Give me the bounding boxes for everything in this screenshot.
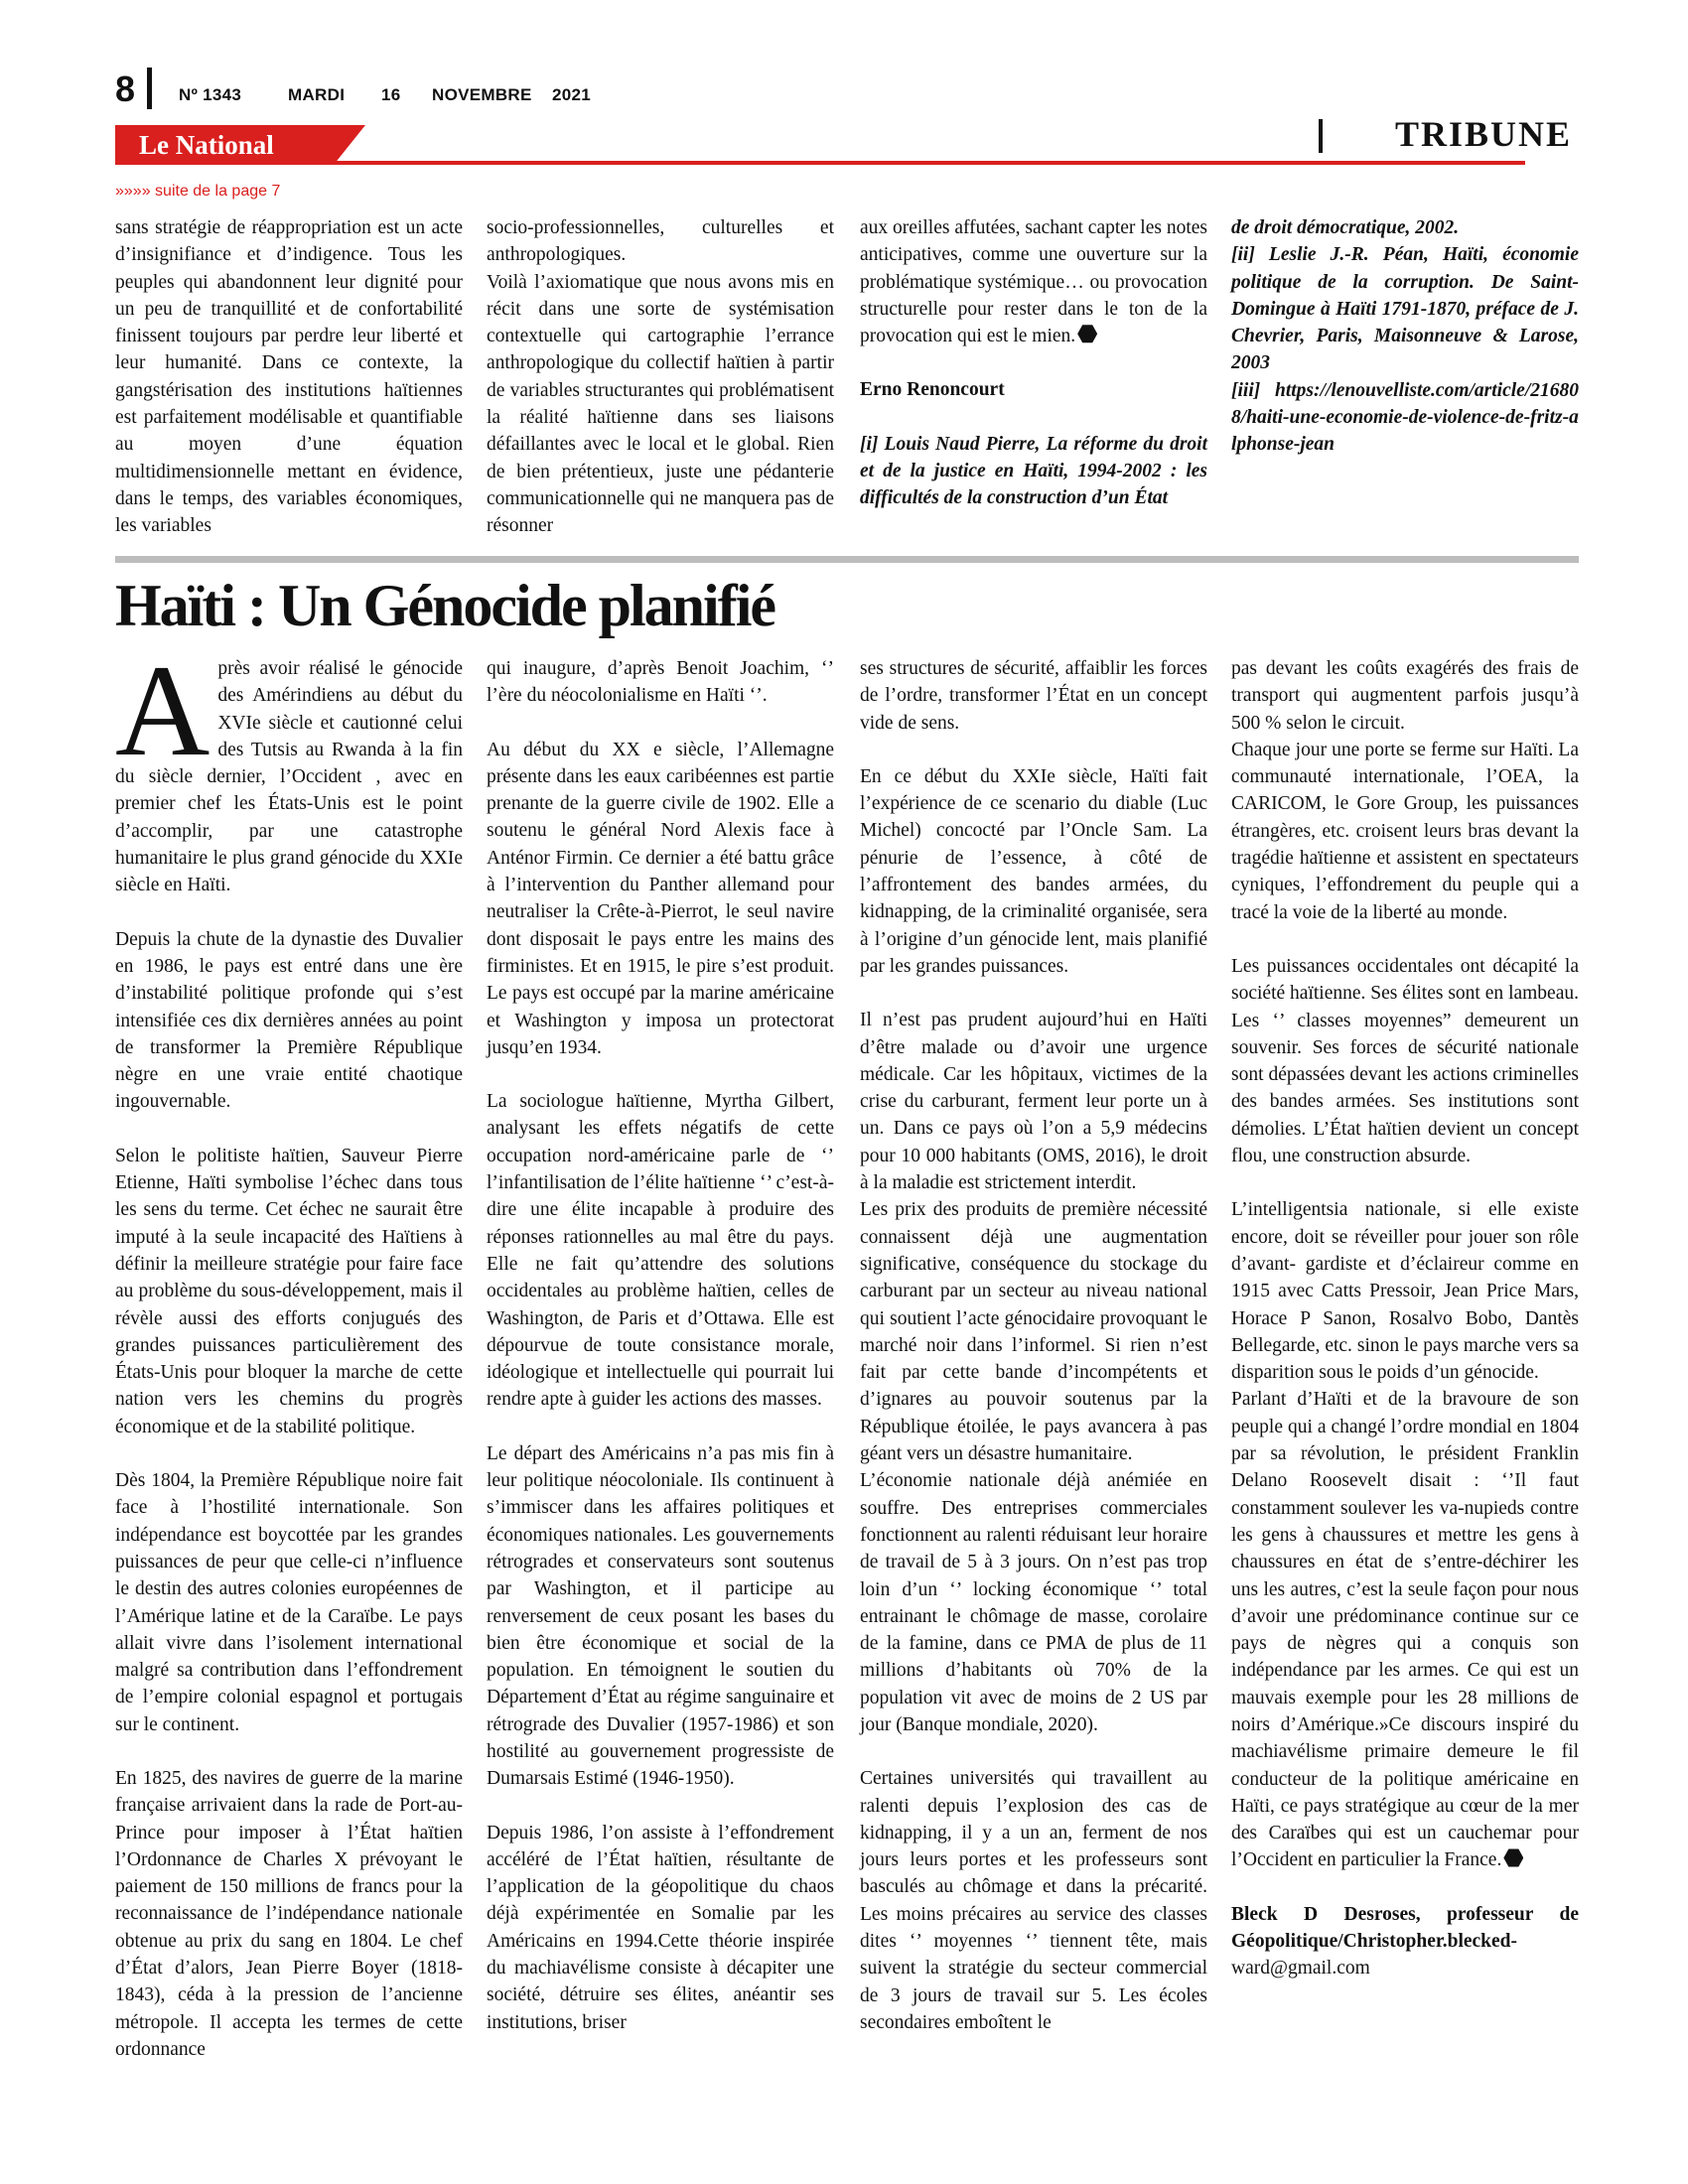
header-divider — [147, 68, 152, 109]
article-paragraph: ses structures de sécurité, affaiblir les forces de l’ordre, transformer l’État en un concept vide de sens. — [860, 658, 1207, 734]
footnote-1-continued: de droit démocratique, 2002. — [1231, 217, 1460, 238]
section-title: TRIBUNE — [1395, 114, 1573, 154]
article-paragraph: En ce début du XXIe siècle, Haïti fait l’expérience de ce scenario du diable (Luc Michel) concocté par l’Oncle Sam. La pénurie de l’essence, à côté de l’affrontement des bandes armées, du kidnapping, de la criminalité organisée, sera à l’origine d’un génocide lent, mais planifié par les grandes puissances. — [860, 765, 1207, 977]
lead-text: près avoir réalisé le génocide des Amérindiens au début du XVIe siècle et cautionné celui des Tutsis au Rwanda à la fin du siècle dernier, l’Occident , avec en premier chef les États-Unis est le point d’accomplir, par une catastrophe humanitaire le plus grand génocide du XXIe siècle en Haïti. — [115, 658, 463, 896]
section-divider — [1319, 119, 1323, 153]
article-paragraph: En 1825, des navires de guerre de la marine française arrivaient dans la rade de Port-au-Prince pour imposer à l’État haïtien l’Ordonnance de Charles X prévoyant le paiement de 150 millions de francs pour la reconnaissance de l’indépendance nationale obtenue au prix du sang en 1804. Le chef d’État d’alors, Jean Pierre Boyer (1818-1843), céda à la pression de l’ancienne métropole. Il accepta les termes de cette ordonnance — [115, 1767, 463, 2060]
article-paragraph: L’économie nationale déjà anémiée en souffre. Des entreprises commerciales fonctionnent au ralenti réduisant leur horaire de travail de 5 à 3 jours. On n’est pas trop loin d’un ‘’ locking économique ‘’ total entrainant le chômage de masse, corolaire de la famine, dans ce PMA de plus de 11 millions d’habitants où 70% de la population vit avec de moins de 2 US par jour (Banque mondiale, 2020). — [860, 1470, 1207, 1735]
article-ending: Parlant d’Haïti et de la bravoure de son peuple qui a changé l’ordre mondial en 1804 par sa révolution, le président Franklin Delano Roosevelt disait : ‘’Il faut constamment soulever les va-nupieds contre les gens à chaussures et mettre les gens à chaussures en état de s’entre-déchirer les uns les autres, c’est la seule façon pour nous d’avoir une prédominance continue sur ce pays de nègres qui a conquis son indépendance par les armes. Ce qui est un mauvais exemple pour les 28 millions de noirs d’Amérique.»Ce discours inspiré du machiavélisme primaire demeure le fil conducteur de la politique américaine en Haïti, ce pays stratégique au cœur de la mer des Caraïbes qui est un cauchemar pour l’Occident en particulier la France. — [1231, 1389, 1579, 1871]
drop-cap: A — [115, 637, 211, 783]
article-col-3 — [860, 655, 1207, 2036]
prev-article-text: socio-professionnelles, culturelles et anthropologiques. — [487, 217, 834, 266]
article-paragraph: Les puissances occidentales ont décapité la société haïtienne. Ses élites sont en lambeau. Les ‘’ classes moyennes” demeurent un souvenir. Ses forces de sécurité nationale sont dépassées devant les actions criminelles des bandes armées. Ses institutions sont démolies. L’État haïtien devient un concept flou, une construction absurde. — [1231, 955, 1579, 1167]
prev-article-text: Voilà l’axiomatique que nous avons mis en récit dans une sorte de systémisation contextuelle qui cartographie l’errance anthropologique du collectif haïtien à partir de variables structurantes qui problématisent la réalité haïtienne dans ses liaisons défaillantes avec le local et le global. Rien de bien prétentieux, juste une pédanterie communicationnelle qui ne manquera pas de résonner — [487, 271, 834, 537]
article-paragraph: pas devant les coûts exagérés des frais de transport qui augmentent parfois jusqu’à 500 % selon le circuit. — [1231, 658, 1579, 734]
issue-day: MARDI — [288, 85, 346, 104]
footnote-2: [ii] Leslie J.-R. Péan, Haïti, économie politique de la corruption. De Saint-Domingue à Haïti 1791-1870, préface de J. Chevrier, Paris, Maisonneuve & Larose, 2003 — [1231, 244, 1579, 374]
brand-banner — [115, 125, 1525, 165]
article-separator — [115, 556, 1579, 563]
brand-block-tip — [334, 125, 365, 165]
article-col-2 — [487, 655, 834, 2036]
article-signature: Bleck D Desroses, professeur de Géopolitique/Christopher.blecked- — [1231, 1903, 1579, 1953]
article-col-4 — [1231, 655, 1579, 1982]
prev-article-col-4 — [1231, 214, 1579, 459]
prev-article-text — [860, 214, 1207, 349]
newspaper-logo: Le National — [139, 130, 274, 160]
prev-article-author: Erno Renoncourt — [860, 379, 1005, 401]
prev-article-ending: aux oreilles affutées, sachant capter les notes anticipatives, comme une ouverture sur la problématique systémique… ou provocation structurelle pour rester dans le ton de la provocation qui est le mien. — [860, 217, 1207, 347]
brand-rule — [334, 161, 1525, 165]
issue-date-month: NOVEMBRE — [432, 85, 532, 104]
issue-date-year: 2021 — [552, 85, 592, 104]
article-paragraph: Il n’est pas prudent aujourd’hui en Haïti d’être malade ou d’avoir une urgence médicale. Car les hôpitaux, victimes de la crise du carburant, ferment leur porte un à un. Dans ce pays où l’on a 5,9 médecins pour 10 000 habitants (OMS, 2016), le droit à la maladie est strictement interdit. — [860, 1010, 1207, 1194]
article-paragraph: qui inaugure, d’après Benoit Joachim, ‘’ l’ère du néocolonialisme en Haïti ‘’. — [487, 658, 834, 707]
continued-from: »»»» suite de la page 7 — [115, 183, 281, 200]
article-paragraph: L’intelligentsia nationale, si elle existe encore, doit se réveiller pour jouer son rôle d’avant- gardiste et d’éclaireur comme en 1915 avec Catts Pressoir, Jean Price Mars, Horace P Sanon, Rosalvo Bobo, Dantès Bellegarde, etc. sinon le pays marche vers sa disparition sous le poids d’un génocide. — [1231, 1199, 1579, 1384]
article-paragraph: Depuis 1986, l’on assiste à l’effondrement accéléré de l’État haïtien, résultante de l’application de la géopolitique du chaos déjà expérimentée en Somalie par les Américains en 1994.Cette théorie inspirée du machiavélisme consiste à décapiter une société, détruire ses élites, anéantir ses institutions, briser — [487, 1822, 834, 2033]
end-mark-icon — [1077, 324, 1097, 343]
prev-article-col-2 — [487, 214, 834, 540]
end-mark-icon — [1503, 1847, 1523, 1867]
author-email[interactable]: ward@gmail.com — [1231, 1958, 1370, 1979]
article-paragraph: Le départ des Américains n’a pas mis fin à leur politique néocoloniale. Ils continuent à s’immiscer dans les affaires politiques et économiques nationales. Les gouvernements rétrogrades et conservateurs sont soutenus par Washington, et il participe au renversement de ceux posant les bases du bien être économique et social de la population. En témoignent le soutien du Département d’État au régime sanguinaire et rétrograde des Duvalier (1957-1986) et son hostilité au gouvernement progressiste de Dumarsais Estimé (1946-1950). — [487, 1442, 834, 1790]
article-paragraph: Les prix des produits de première nécessité connaissent déjà une augmentation significative, conséquence du stockage du carburant par un secteur au niveau national qui soutient l’acte génocidaire provoquant le marché noir dans l’informel. Si rien n’est fait par cette bande d’incompétents et d’ignares au pouvoir soutenus par la République étoilée, le pays avancera à pas géant vers un désastre humanitaire. — [860, 1199, 1207, 1465]
issue-date-day: 16 — [381, 85, 401, 104]
article-paragraph — [115, 637, 463, 899]
article-paragraph: Chaque jour une porte se ferme sur Haïti. La communauté internationale, l’OEA, la CARICOM, le Gore Group, les puissances étrangères, etc. croisent leurs bras devant la tragédie haïtienne et assistent en spectateurs cyniques, l’effondrement du peuple qui a tracé la voie de la liberté au monde. — [1231, 739, 1579, 923]
issue-number: Nº 1343 — [179, 85, 242, 104]
article-paragraph: Selon le politiste haïtien, Sauveur Pierre Etienne, Haïti symbolise l’échec dans tous les sens du terme. Cet échec ne saurait être imputé à la seule incapacité des Haïtiens à définir la meilleure stratégie pour faire face au problème du sous-développement, mais il révèle aussi des efforts conjugués des grandes puissances particulièrement des États-Unis pour bloquer la marche de cette nation vers les chemins du progrès économique et de la stabilité politique. — [115, 1145, 463, 1437]
article-headline: Haïti : Un Génocide planifié — [115, 573, 774, 638]
prev-article-text: sans stratégie de réappropriation est un acte d’insignifiance et d’indigence. Tous les peuples qui abandonnent leur dignité pour un peu de tranquillité et de confortabilité finissent toujours par perdre leur liberté et leur humanité. Dans ce contexte, la gangstérisation des institutions haïtiennes est parfaitement modélisable et quantifiable au moyen d’une équation multidimensionnelle mettant en évidence, dans le temps, des variables économiques, les variables — [115, 217, 463, 537]
article-paragraph: Dès 1804, la Première République noire fait face à l’hostilité internationale. Son indépendance est boycottée par les grandes puissances de peur que celle-ci n’influence le destin des autres colonies européennes de l’Amérique latine et de la Caraïbe. Le pays allait vivre dans l’isolement international malgré sa contribution dans l’effondrement de l’empire colonial espagnol et portugais sur le continent. — [115, 1470, 463, 1735]
article-paragraph — [1231, 1386, 1579, 1873]
footnote-3[interactable]: [iii] https://lenouvelliste.com/article/216808/haiti-une-economie-de-violence-de-fritz-alphonse-jean — [1231, 379, 1579, 456]
footnote-1: [i] Louis Naud Pierre, La réforme du droit et de la justice en Haïti, 1994-2002 : les difficultés de la construction d’un État — [860, 433, 1207, 509]
article-paragraph: La sociologue haïtienne, Myrtha Gilbert, analysant les effets négatifs de cette occupation nord-américaine parle de ‘’ l’infantilisation de l’élite haïtienne ‘’ c’est-à- dire une élite incapable à produire des réponses rationnelles au mal être du pays. Elle ne fait qu’attendre des solutions occidentales au problème haïtien, celles de Washington, de Paris et d’Ottawa. Elle est dépourvue de toute consistance morale, idéologique et intellectuelle qui pourrait lui rendre apte à guider les actions des masses. — [487, 1091, 834, 1411]
article-col-1 — [115, 637, 463, 2063]
page-number: 8 — [115, 68, 136, 109]
article-paragraph: Depuis la chute de la dynastie des Duvalier en 1986, le pays est entré dans une ère d’instabilité politique profonde qui s’est intensifiée ces dix dernières années au point de transformer la Première République nègre en une vraie entité chaotique ingouvernable. — [115, 928, 463, 1113]
article-paragraph: Certaines universités qui travaillent au ralenti depuis l’explosion des cas de kidnapping, il y a un an, ferment de nos jours leurs portes et les professeurs sont basculés au chômage et dans la précarité. Les moins précaires au service des classes dites ‘’ moyennes ‘’ tiennent tête, mais suivent la stratégie du secteur commercial de 3 jours de travail sur 5. Les écoles secondaires emboîtent le — [860, 1768, 1207, 2033]
article-paragraph: Au début du XX e siècle, l’Allemagne présente dans les eaux caribéennes est partie prenante de la guerre civile de 1902. Elle a soutenu le général Nord Alexis face à Anténor Firmin. Ce dernier a été battu grâce à l’intervention du Panther allemand pour neutraliser la Crête-à-Pierrot, le seul navire dont disposait le pays entre les mains des firministes. Et en 1915, le pire s’est produit. Le pays est occupé par la marine américaine et Washington y imposa un protectorat jusqu’en 1934. — [487, 739, 834, 1058]
prev-article-col-1 — [115, 214, 463, 540]
prev-article-col-3 — [860, 214, 1207, 512]
